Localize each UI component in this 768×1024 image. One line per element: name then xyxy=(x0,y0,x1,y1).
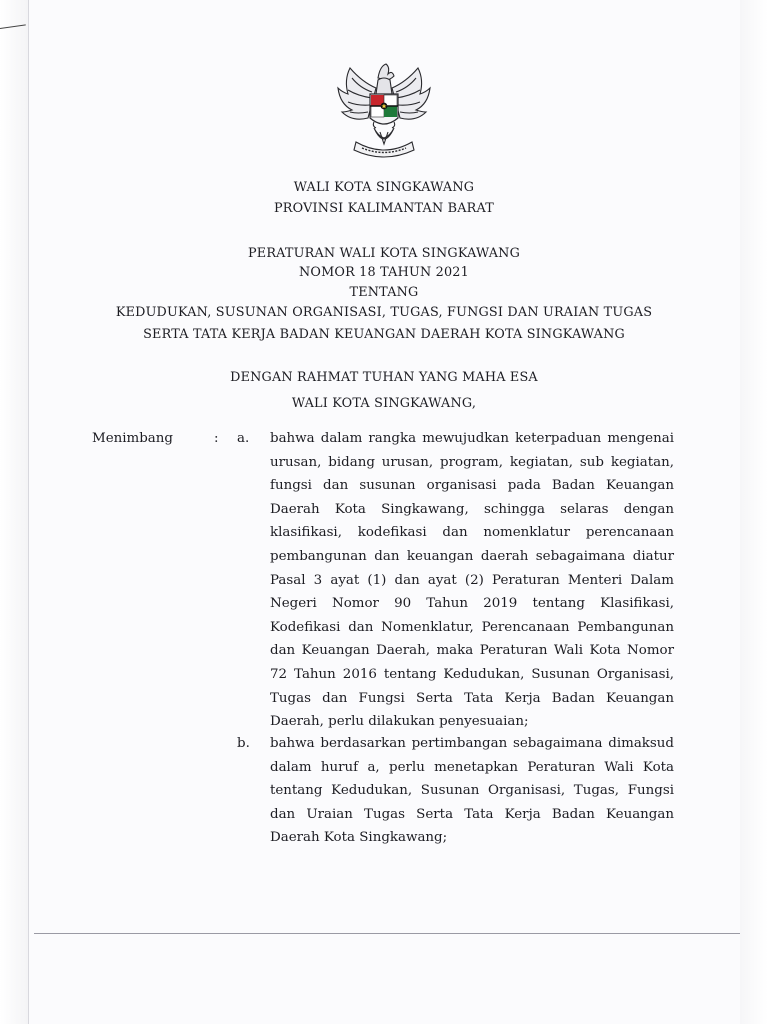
regulation-subject-line-1: KEDUDUKAN, SUSUNAN ORGANISASI, TUGAS, FUNGSI DAN URAIAN TUGAS xyxy=(115,305,653,320)
consideration-text-a: bahwa dalam rangka mewujudkan keterpaduan mengenai urusan, bidang urusan, program, kegiatan, sub kegiatan, fungsi dan susunan organisasi pada Badan Keuangan Daerah Kota Singkawang, schingga selaras dengan klasifikasi, kodefikasi dan nomenklatur perencanaan pembangunan dan keuangan daerah sebagaimana diatur Pasal 3 ayat (1) dan ayat (2) Peraturan Menteri Dalam Negeri Nomor 90 Tahun 2019 tentang Klasifikasi, Kodefikasi dan Nomenklatur, Perencanaan Pembangunan dan Keuangan Daerah, maka Peraturan Wali Kota Nomor 72 Tahun 2016 tentang Kedudukan, Susunan Organisasi, Tugas dan Fungsi Serta Tata Kerja Badan Keuangan Daerah, perlu dilakukan penyesuaian; xyxy=(270,431,674,730)
regulation-subject-line-2: SERTA TATA KERJA BADAN KEUANGAN DAERAH KOTA SINGKAWANG xyxy=(143,327,625,342)
page-divider xyxy=(34,933,740,934)
regulation-number: NOMOR 18 TAHUN 2021 xyxy=(299,265,469,280)
regulation-about: TENTANG xyxy=(349,285,419,300)
garuda-emblem-icon xyxy=(328,58,440,162)
consideration-marker-a: a. xyxy=(237,431,250,446)
scan-margin-right xyxy=(740,0,768,1024)
regulation-title: PERATURAN WALI KOTA SINGKAWANG xyxy=(247,246,520,261)
issuer: WALI KOTA SINGKAWANG, xyxy=(291,396,477,411)
considerations-label: Menimbang xyxy=(92,431,173,446)
province-title: PROVINSI KALIMANTAN BARAT xyxy=(274,201,494,216)
consideration-marker-b: b. xyxy=(237,736,250,751)
scan-margin-left xyxy=(0,0,28,1024)
consideration-text-b: bahwa berdasarkan pertimbangan sebagaimana dimaksud dalam huruf a, perlu menetapkan Peraturan Wali Kota tentang Kedudukan, Susunan Organisasi, Tugas, Fungsi dan Uraian Tugas Serta Tata Kerja Badan Keuangan Daerah Kota Singkawang; xyxy=(270,736,674,846)
considerations-separator: : xyxy=(214,431,219,446)
authority-title: WALI KOTA SINGKAWANG xyxy=(293,180,475,195)
invocation: DENGAN RAHMAT TUHAN YANG MAHA ESA xyxy=(230,370,538,385)
